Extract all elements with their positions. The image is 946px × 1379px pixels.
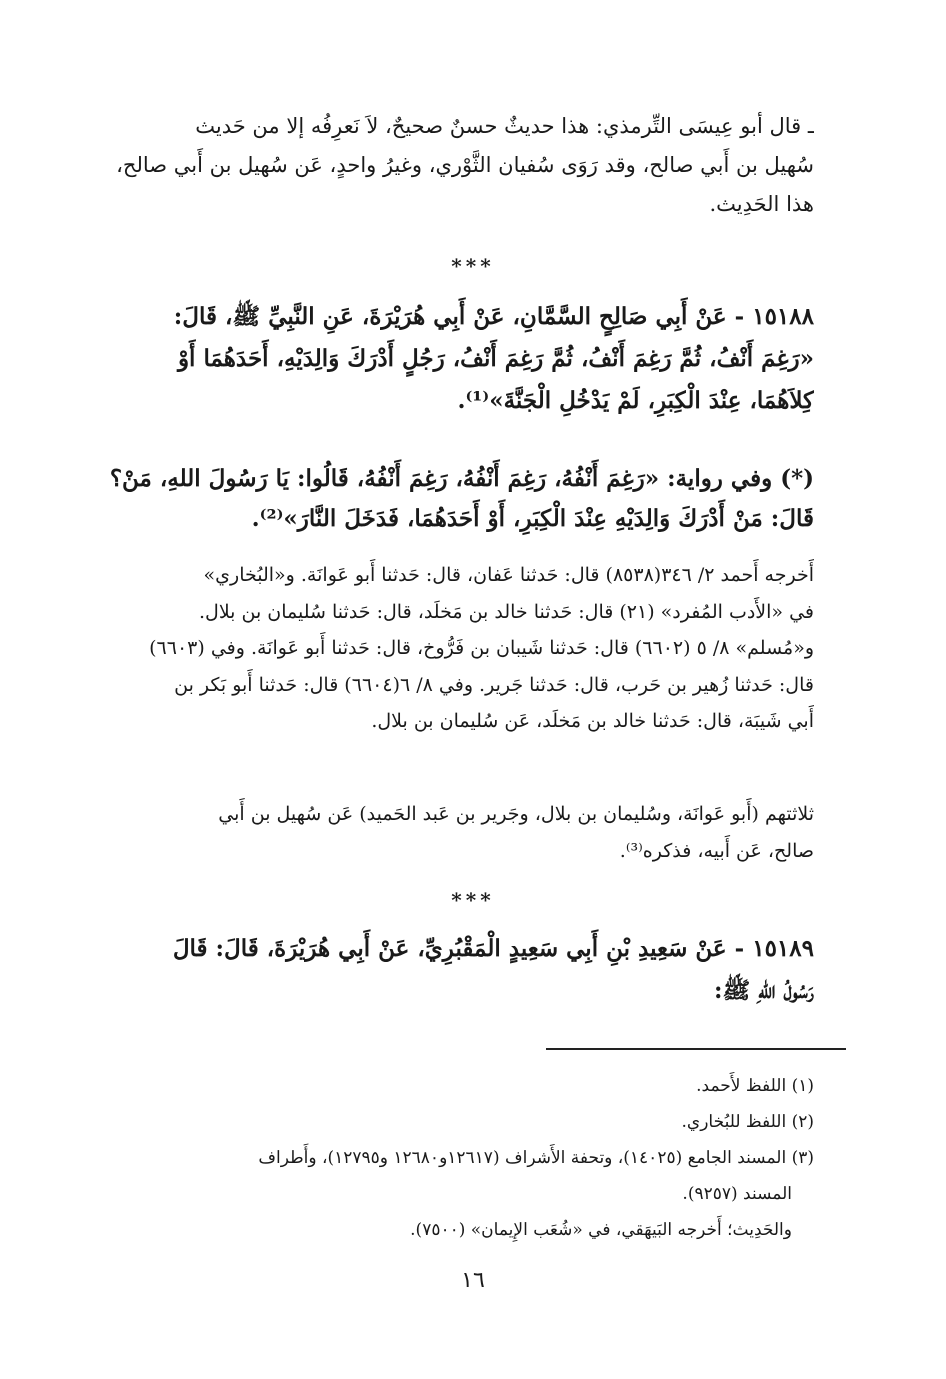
text-line: (*) وفي رواية: «رَغِمَ أَنْفُهُ، رَغِمَ أَنْفُهُ، رَغِمَ أَنْفُهُ، قَالُوا: يَا رَسُولَ اللهِ، مَنْ؟ <box>109 465 814 492</box>
section-separator: *** <box>451 888 495 912</box>
takhrij-paragraph <box>100 557 814 740</box>
text-line: أَبي شَيبَة، قال: حَدثنا خالد بن مَخلَد، عَن سُليمان بن بلال. <box>371 710 814 732</box>
hadith-variant <box>100 459 814 539</box>
hadith-15188 <box>100 296 814 422</box>
text-line: صالح، عَن أَبيه، فذكره⁽³⁾. <box>619 839 814 862</box>
text-line: ١٥١٨٩ - عَنْ سَعِيدِ بْنِ أَبِي سَعِيدٍ الْمَقْبُرِيِّ، عَنْ أَبِي هُرَيْرَةَ، قَالَ: قَالَ <box>172 935 814 962</box>
text-line: و«مُسلم» ٨/ ٥ (٦٦٠٢) قال: حَدثنا شَيبان بن فَرُّوخ، قال: حَدثنا أَبو عَوانَة. وفي (٦٦٠٣) <box>149 637 814 659</box>
text-line: في «الأَدب المُفرد» (٢١) قال: حَدثنا خالد بن مَخلَد، قال: حَدثنا سُليمان بن بلال. <box>199 600 814 623</box>
text-line: ـ قال أبو عِيسَى التِّرمذي: هذا حديثٌ حسنٌ صحيحٌ، لاَ نَعرِفُه إلا من حَديث <box>195 114 814 138</box>
footnote-line: المسند (٩٢٥٧). <box>682 1184 792 1204</box>
intro-paragraph <box>100 107 814 224</box>
text-line: ثلاثتهم (أَبو عَوانَة، وسُليمان بن بلال، وجَرير بن عَبد الحَميد) عَن سُهيل بن أَبي <box>218 803 814 825</box>
text-line: أَخرجه أَحمد ٢/ ٣٤٦(٨٥٣٨) قال: حَدثنا عَفان، قال: حَدثنا أَبو عَوانَة. و«البُخاري» <box>203 564 814 586</box>
text-line: ١٥١٨٨ - عَنْ أَبِي صَالِحٍ السَّمَّانِ، عَنْ أَبِي هُرَيْرَةَ، عَنِ النَّبِيِّ ﷺ، قَالَ: <box>173 303 814 330</box>
text-line: قال: حَدثنا زُهير بن حَرب، قال: حَدثنا جَرير. وفي ٨/ ٦(٦٦٠٤) قال: حَدثنا أَبو بَكر بن <box>174 673 814 696</box>
footnote-line: (٢) اللفظ للبُخاري. <box>681 1112 814 1132</box>
narrators-paragraph <box>100 796 814 869</box>
text-line: سُهيل بن أَبي صالح، وقد رَوَى سُفيان الثَّوْري، وغيرُ واحدٍ، عَن سُهيل بن أَبي صالح، <box>116 153 814 177</box>
footnote-divider <box>546 1048 846 1050</box>
page-number: ١٦ <box>461 1268 485 1293</box>
footnote-line: (١) اللفظ لأَحمد. <box>696 1076 814 1096</box>
text-line: رَسُولُ اللهِ ﷺ: <box>713 977 814 1004</box>
text-line: هذا الحَدِيث. <box>709 192 814 216</box>
footnote-line: (٣) المسند الجامع (١٤٠٢٥)، وتحفة الأَشراف (١٢٦١٧و١٢٦٨٠ و١٢٧٩٥)، وأَطراف <box>258 1148 814 1168</box>
footnote-line: والحَدِيث؛ أَخرجه البَيهَقي، في «شُعَب الإِيمان» (٧٥٠٠). <box>410 1220 792 1240</box>
footnotes <box>100 1068 814 1248</box>
text-line: «رَغِمَ أَنْفُ، ثُمَّ رَغِمَ أَنْفُ، ثُمَّ رَغِمَ أَنْفُ، رَجُلٍ أَدْرَكَ وَالِدَيْهِ، أَحَدَهُمَا أَوْ <box>177 345 814 372</box>
text-line: قَالَ: مَنْ أَدْرَكَ وَالِدَيْهِ عِنْدَ الْكِبَرِ، أَوْ أَحَدَهُمَا، فَدَخَلَ النَّارَ»⁽²⁾. <box>251 505 814 532</box>
section-separator: *** <box>451 254 495 278</box>
text-line: كِلاَهُمَا، عِنْدَ الْكِبَرِ، لَمْ يَدْخُلِ الْجَنَّةَ»⁽¹⁾. <box>457 387 814 414</box>
hadith-15189 <box>100 928 814 1012</box>
